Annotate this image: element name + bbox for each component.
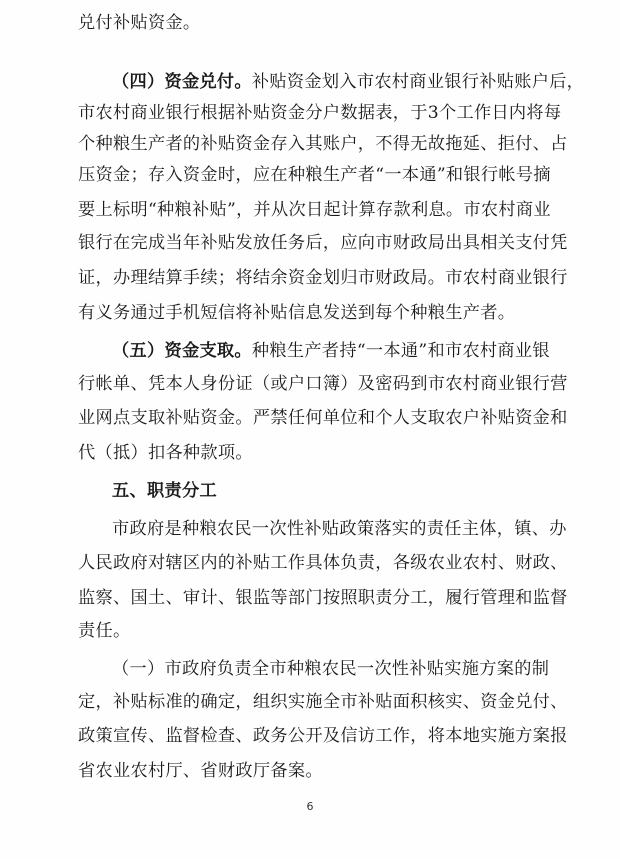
text-line <box>78 759 323 783</box>
text-span: 业网点支取补贴资金。严禁任何单位和个人支取农户补贴资金和 <box>78 408 568 428</box>
text-span: 补贴资金划入市农村商业银行补贴账户后， <box>251 72 585 92</box>
text-line <box>78 132 568 156</box>
chapter-five-heading <box>112 479 217 503</box>
text-line <box>78 724 568 748</box>
text-line <box>78 619 130 643</box>
text-line <box>78 198 551 222</box>
text-span: 有义务通过手机短信将补贴信息发送到每个种粮生产者。 <box>78 303 516 323</box>
text-span: 压资金；存入资金时，应在种粮生产者“一本通”和银行帐号摘 <box>78 165 551 185</box>
text-span: 省农业农村厅、省财政厅备案。 <box>78 761 323 781</box>
text-line <box>78 163 551 187</box>
heading-text: 五、职责分工 <box>112 481 217 501</box>
text-line <box>78 406 568 430</box>
text-span: 个种粮生产者的补贴资金存入其账户，不得无故拖延、拒付、占 <box>78 134 568 154</box>
text-line <box>112 657 549 681</box>
page-number: 6 <box>306 800 314 813</box>
text-span: 要上标明“种粮补贴”，并从次日起计算存款利息。市农村商业 <box>78 200 551 220</box>
section-five-heading: （五）资金支取。 <box>112 341 252 361</box>
text-line <box>78 101 561 125</box>
text-span: 种粮生产者持“一本通”和市农村商业银 <box>251 341 550 361</box>
text-line <box>78 266 568 290</box>
text-line <box>78 11 200 35</box>
text-span: 市政府是种粮农民一次性补贴政策落实的责任主体，镇、办 <box>112 519 567 539</box>
text-line <box>78 301 515 325</box>
text-span: 监察、国土、审计、银监等部门按照职责分工，履行管理和监督 <box>78 588 568 608</box>
text-span: 责任。 <box>78 621 131 641</box>
section-four-line <box>112 70 584 94</box>
text-span: 市农村商业银行根据补贴资金分户数据表，于3个工作日内将每 <box>78 103 562 123</box>
section-five-line <box>112 339 550 363</box>
text-span: 定，补贴标准的确定，组织实施全市补贴面积核实、资金兑付、 <box>78 692 568 712</box>
text-line <box>78 441 253 465</box>
text-span: 政策宣传、监督检查、政务公开及信访工作，将本地实施方案报 <box>78 726 568 746</box>
text-span: 代（抵）扣各种款项。 <box>78 443 253 463</box>
text-line <box>78 586 568 610</box>
text-span: 银行在完成当年补贴发放任务后，应向市财政局出具相关支付凭 <box>78 233 568 253</box>
text-line <box>78 372 568 396</box>
text-line <box>78 551 568 575</box>
text-span: （一）市政府负责全市种粮农民一次性补贴实施方案的制 <box>112 659 550 679</box>
text-span: 人民政府对辖区内的补贴工作具体负责，各级农业农村、财政、 <box>78 553 568 573</box>
section-four-heading: （四）资金兑付。 <box>112 72 252 92</box>
text-line <box>78 690 568 714</box>
text-span: 证，办理结算手续；将结余资金划归市财政局。市农村商业银行 <box>78 268 568 288</box>
text-line <box>112 517 567 541</box>
text-span: 行帐单、凭本人身份证（或户口簿）及密码到市农村商业银行营 <box>78 374 568 394</box>
text-line <box>78 231 568 255</box>
text-span: 兑付补贴资金。 <box>78 13 201 33</box>
